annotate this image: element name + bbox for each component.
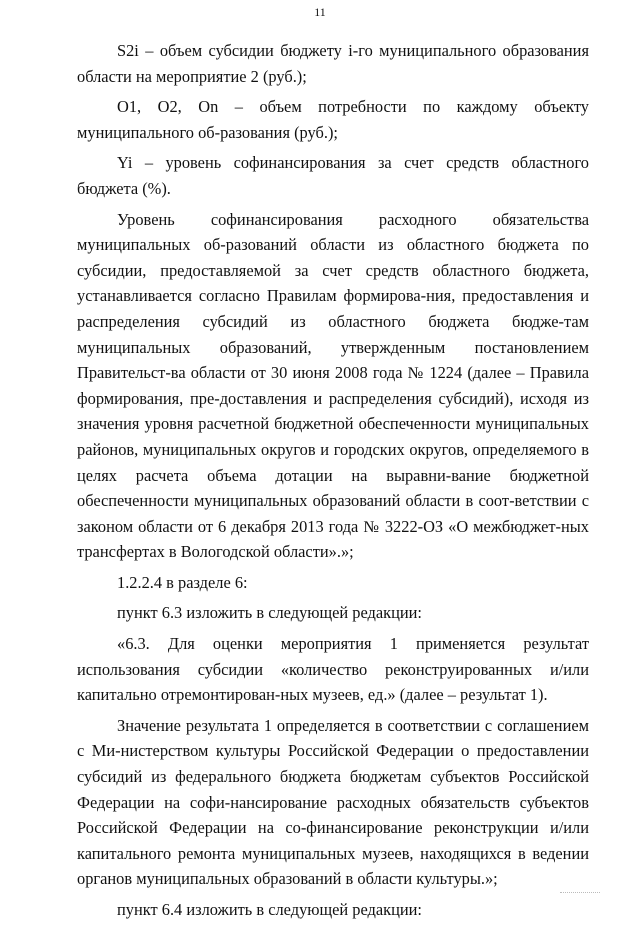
- paragraph-section-6: 1.2.2.4 в разделе 6:: [117, 572, 248, 592]
- document-body: [77, 38, 589, 928]
- paragraph-item-6-3-intro: пункт 6.3 изложить в следующей редакции:: [117, 603, 422, 623]
- paragraph-yi-definition: Yi – уровень софинансирования за счет средств областного бюджета (%).: [77, 153, 589, 198]
- paragraph-result-1-value: Значение результата 1 определяется в соответствии с соглашением с Ми-нистерством культуры Российской Федерации о предоставлении субсидий из федерального бюджета бюджетам субъектов Российской Федерации на софи-нансирование расходных обязательств субъектов Российской Федерации на со-финансирование реконструкции и/или капитального ремонта муниципальных музеев, находящихся в ведении органов муниципальных образований в области культуры.»;: [77, 715, 589, 889]
- paragraph-s2i-definition: S2i – объем субсидии бюджету i-го муниципального образования области на мероприятие 2 (руб.);: [77, 41, 589, 86]
- scan-artifact: [560, 892, 600, 897]
- paragraph-o-definition: O1, O2, On – объем потребности по каждому объекту муниципального об-разования (руб.);: [77, 97, 589, 142]
- paragraph-item-6-3: «6.3. Для оценки мероприятия 1 применяется результат использования субсидии «количество реконструированных и/или капитально отремонтирован-ных музеев, ед.» (далее – результат 1).: [77, 634, 589, 705]
- paragraph-item-6-4-intro: пункт 6.4 изложить в следующей редакции:: [117, 900, 422, 919]
- paragraph-cofinancing-level: Уровень софинансирования расходного обязательства муниципальных об-разований области из областного бюджета по субсидии, предоставляемой за счет средств областного бюджета, устанавливается согласно Правилам формирова-ния, предоставления и распределения субсидий из областного бюджета бюдже-там муниципальных образований, утвержденным постановлением Правительст-ва области от 30 июня 2008 года № 1224 (далее – Правила формирования, пре-доставления и распределения субсидий), исходя из значения уровня расчетной бюджетной обеспеченности муниципальных районов, муниципальных округов и городских округов, определяемого в целях расчета объема дотации на выравни-вание бюджетной обеспеченности муниципальных образований области в соот-ветствии с законом области от 6 декабря 2013 года № 3222-ОЗ «О межбюджет-ных трансфертах в Вологодской области».»;: [77, 209, 589, 562]
- page-number: 11: [314, 5, 326, 19]
